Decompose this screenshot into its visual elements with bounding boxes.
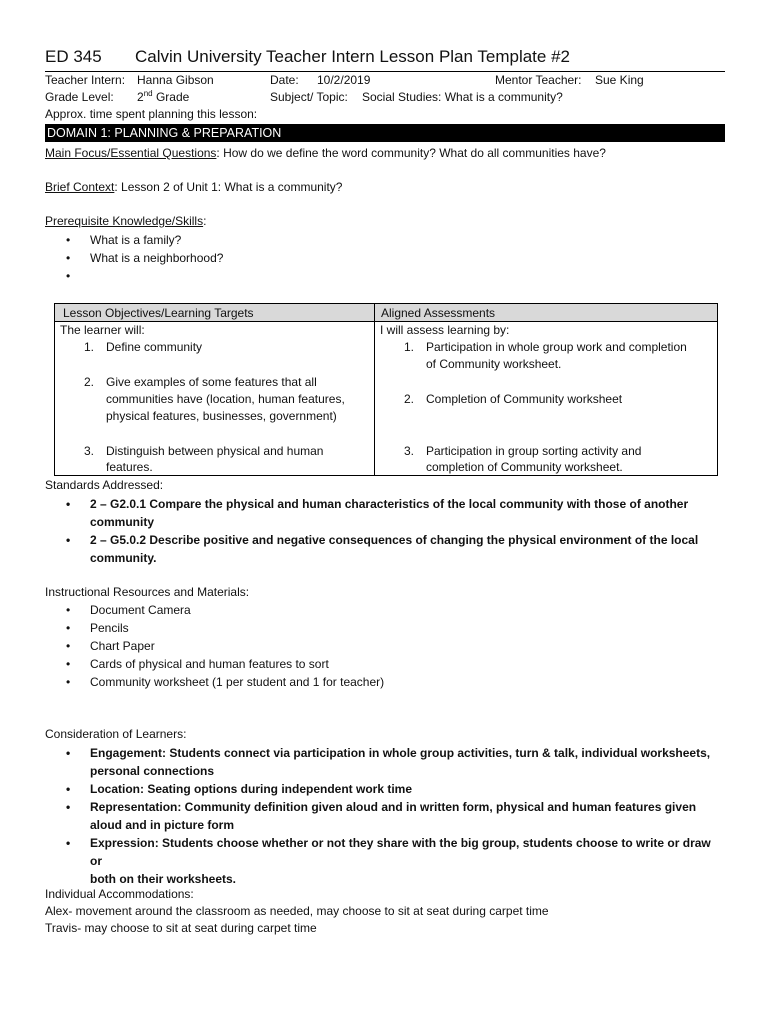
standard-1-line: 2 – G2.0.1 Compare the physical and human characteristics of the local community with those of another <box>90 497 689 511</box>
objective-number: 1. <box>84 340 95 354</box>
title-rule <box>45 71 725 72</box>
accommodation-line: Alex- movement around the classroom as needed, may choose to sit at seat during carpet time <box>45 904 549 918</box>
grade-ordinal: nd <box>143 89 153 98</box>
objectives-intro: The learner will: <box>60 323 145 337</box>
standard-1-line: community <box>90 515 155 529</box>
assessment-number: 1. <box>404 340 415 354</box>
grade-label: Grade Level: <box>45 90 114 104</box>
assessment-number: 3. <box>404 444 415 458</box>
main-focus-label: Main Focus/Essential Questions <box>45 146 217 160</box>
list-item <box>45 267 223 285</box>
mentor-label: Mentor Teacher: <box>495 73 582 87</box>
standards-label: Standards Addressed: <box>45 478 164 492</box>
assessment-number: 2. <box>404 392 415 406</box>
document-title <box>45 47 570 67</box>
course-code: ED 345 <box>45 47 102 66</box>
expression-line: Expression: Students choose whether or not they share with the big group, students choose to write or draw or <box>90 836 711 868</box>
grade-word: Grade <box>155 90 190 104</box>
standard-2-line: community. <box>90 551 157 565</box>
objective-number: 2. <box>84 375 95 389</box>
brief-context-value: : Lesson 2 of Unit 1: What is a community? <box>114 180 343 194</box>
list-item <box>45 495 698 531</box>
engagement-line: Engagement: Students connect via participation in whole group activities, turn & talk, individual worksheets, <box>90 746 711 760</box>
list-item <box>45 798 725 834</box>
objective-2-line: Give examples of some features that all <box>106 375 317 389</box>
planning-time-label: Approx. time spent planning this lesson: <box>45 107 258 121</box>
list-item: • What is a neighborhood? <box>45 249 223 267</box>
subject-label: Subject/ Topic: <box>270 90 348 104</box>
objective-2-line: communities have (location, human features, <box>106 392 345 406</box>
prerequisite-list <box>45 231 223 285</box>
prerequisite-label: Prerequisite Knowledge/Skills <box>45 214 204 228</box>
representation-line: aloud and in picture form <box>90 818 235 832</box>
prerequisite-colon: : <box>203 214 207 228</box>
brief-context <box>45 180 342 194</box>
standard-2-line: 2 – G5.0.2 Describe positive and negative consequences of changing the physical environment of the local <box>90 533 699 547</box>
list-item: • Pencils <box>45 619 384 637</box>
engagement-line: personal connections <box>90 764 215 778</box>
grade-value <box>137 90 189 104</box>
learners-list <box>45 744 725 888</box>
list-item <box>45 531 698 567</box>
list-item: • Chart Paper <box>45 637 384 655</box>
list-item: • Community worksheet (1 per student and 1 for teacher) <box>45 673 384 691</box>
accommodation-line: Travis- may choose to sit at seat during carpet time <box>45 921 317 935</box>
objective-3-line: Distinguish between physical and human <box>106 444 324 458</box>
learners-label: Consideration of Learners: <box>45 727 187 741</box>
resources-list <box>45 601 384 691</box>
objective-number: 3. <box>84 444 95 458</box>
list-item: • Cards of physical and human features to sort <box>45 655 384 673</box>
assessments-intro: I will assess learning by: <box>380 323 510 337</box>
list-item <box>45 834 725 888</box>
objective-1-line: Define community <box>106 340 203 354</box>
objectives-header: Lesson Objectives/Learning Targets <box>63 306 254 320</box>
list-item <box>45 744 725 780</box>
intern-value: Hanna Gibson <box>137 73 214 87</box>
assessment-1-line: Participation in whole group work and completion <box>426 340 687 354</box>
location-line: Location: Seating options during independent work time <box>90 782 413 796</box>
main-focus-value: : How do we define the word community? What do all communities have? <box>216 146 606 160</box>
intern-label: Teacher Intern: <box>45 73 126 87</box>
objective-2-line: physical features, businesses, government) <box>106 409 337 423</box>
objectives-assessments-table <box>54 303 718 476</box>
brief-context-label: Brief Context <box>45 180 115 194</box>
prerequisite-heading <box>45 214 206 228</box>
assessment-3-line: completion of Community worksheet. <box>426 460 623 474</box>
objective-3-line: features. <box>106 460 153 474</box>
accommodations-label: Individual Accommodations: <box>45 887 194 901</box>
assessments-header: Aligned Assessments <box>381 306 496 320</box>
date-label: Date: <box>270 73 299 87</box>
assessment-1-line: of Community worksheet. <box>426 357 562 371</box>
table-column-divider <box>374 304 375 475</box>
mentor-value: Sue King <box>595 73 644 87</box>
list-item: • Document Camera <box>45 601 384 619</box>
main-focus <box>45 146 606 160</box>
list-item <box>45 780 725 798</box>
expression-line: both on their worksheets. <box>90 872 237 886</box>
template-title: Calvin University Teacher Intern Lesson Plan Template #2 <box>135 47 570 66</box>
standards-list <box>45 495 698 567</box>
representation-line: Representation: Community definition given aloud and in written form, physical and human features given <box>90 800 697 814</box>
domain-1-heading: DOMAIN 1: PLANNING & PREPARATION <box>45 124 725 142</box>
assessment-2-line: Completion of Community worksheet <box>426 392 623 406</box>
subject-value: Social Studies: What is a community? <box>362 90 563 104</box>
grade-number: 2 <box>137 90 144 104</box>
date-value: 10/2/2019 <box>317 73 371 87</box>
assessment-3-line: Participation in group sorting activity and <box>426 444 642 458</box>
resources-label: Instructional Resources and Materials: <box>45 585 250 599</box>
list-item: • What is a family? <box>45 231 223 249</box>
